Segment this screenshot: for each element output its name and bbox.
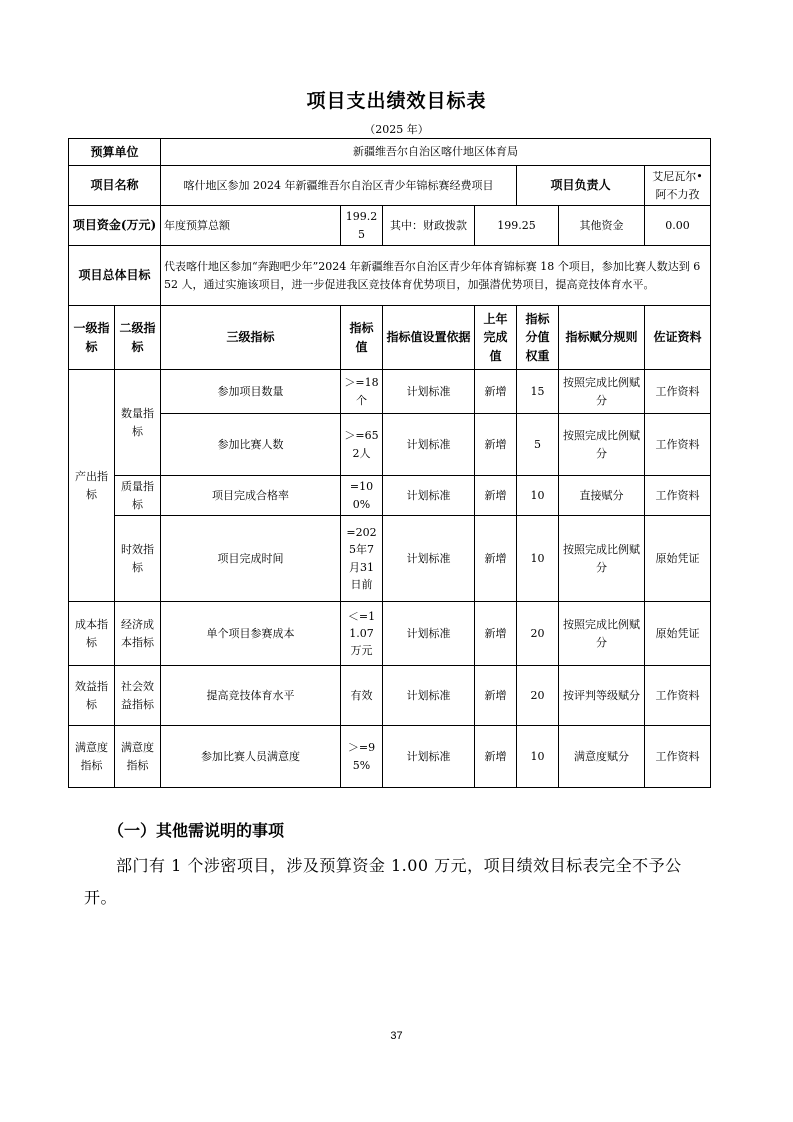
evidence-cell: 工作资料: [645, 666, 711, 726]
performance-table: [68, 138, 711, 788]
header-evidence: 佐证资料: [645, 306, 711, 370]
basis-cell: 计划标准: [383, 516, 475, 602]
rule-cell: 直接赋分: [559, 476, 645, 516]
weight-cell: 10: [517, 476, 559, 516]
weight-cell: 15: [517, 370, 559, 414]
header-value: 指标值: [341, 306, 383, 370]
project-name-row: [69, 166, 711, 206]
other-value: 0.00: [645, 206, 711, 246]
goal-value: 代表喀什地区参加“奔跑吧少年”2024 年新疆维吾尔自治区青少年体育锦标赛 18 个项目，参加比赛人数达到 652 人，通过实施该项目，进一步促进我区竞技体育优势项目，加强潜优势项目，提高竞技体育水平。: [161, 246, 711, 306]
weight-cell: 10: [517, 516, 559, 602]
header-basis: 指标值设置依据: [383, 306, 475, 370]
last-cell: 新增: [475, 726, 517, 788]
weight-cell: 10: [517, 726, 559, 788]
value-cell: ＜=11.07万元: [341, 602, 383, 666]
basis-cell: 计划标准: [383, 602, 475, 666]
year-label: （2025 年）: [364, 123, 429, 136]
header-level2: 二级指标: [115, 306, 161, 370]
basis-cell: 计划标准: [383, 370, 475, 414]
rule-cell: 按照完成比例赋分: [559, 414, 645, 476]
fiscal-label: 其中：财政拨款: [383, 206, 475, 246]
weight-cell: 20: [517, 602, 559, 666]
last-cell: 新增: [475, 516, 517, 602]
group-satisfaction-2: 满意度指标: [115, 726, 161, 788]
funds-row: [69, 206, 711, 246]
basis-cell: 计划标准: [383, 726, 475, 788]
rule-cell: 按照完成比例赋分: [559, 370, 645, 414]
last-cell: 新增: [475, 602, 517, 666]
evidence-cell: 工作资料: [645, 414, 711, 476]
basis-cell: 计划标准: [383, 476, 475, 516]
project-name-value: 喀什地区参加 2024 年新疆维吾尔自治区青少年锦标赛经费项目: [161, 166, 517, 206]
table-row: [69, 476, 711, 516]
group-quantity: 数量指标: [115, 370, 161, 476]
indicator-cell: 项目完成合格率: [161, 476, 341, 516]
person-label: 项目负责人: [517, 166, 645, 206]
rule-cell: 按照完成比例赋分: [559, 516, 645, 602]
indicator-cell: 单个项目参赛成本: [161, 602, 341, 666]
budget-unit-label: 预算单位: [69, 139, 161, 166]
group-benefit: 效益指标: [69, 666, 115, 726]
table-row: [69, 370, 711, 414]
evidence-cell: 原始凭证: [645, 602, 711, 666]
page-title: 项目支出绩效目标表: [306, 90, 487, 112]
group-quality: 质量指标: [115, 476, 161, 516]
header-weight: 指标分值权重: [517, 306, 559, 370]
section-heading: （一）其他需说明的事项: [108, 821, 285, 840]
header-rule: 指标赋分规则: [559, 306, 645, 370]
page-number: 37: [390, 1030, 403, 1042]
rule-cell: 按照完成比例赋分: [559, 602, 645, 666]
indicator-cell: 提高竞技体育水平: [161, 666, 341, 726]
other-label: 其他资金: [559, 206, 645, 246]
weight-cell: 20: [517, 666, 559, 726]
goal-label: 项目总体目标: [69, 246, 161, 306]
table-row: [69, 666, 711, 726]
person-value: 艾尼瓦尔•阿不力孜: [645, 166, 711, 206]
budget-unit-value: 新疆维吾尔自治区喀什地区体育局: [161, 139, 711, 166]
rule-cell: 按评判等级赋分: [559, 666, 645, 726]
evidence-cell: 工作资料: [645, 476, 711, 516]
project-name-label: 项目名称: [69, 166, 161, 206]
annual-budget-value: 199.25: [341, 206, 383, 246]
indicator-cell: 项目完成时间: [161, 516, 341, 602]
group-output: 产出指标: [69, 370, 115, 602]
group-timeliness: 时效指标: [115, 516, 161, 602]
evidence-cell: 原始凭证: [645, 516, 711, 602]
last-cell: 新增: [475, 370, 517, 414]
basis-cell: 计划标准: [383, 414, 475, 476]
body-paragraph: 部门有 1 个涉密项目，涉及预算资金 1.00 万元，项目绩效目标表完全不予公开。: [84, 856, 682, 907]
last-cell: 新增: [475, 414, 517, 476]
basis-cell: 计划标准: [383, 666, 475, 726]
funds-label: 项目资金(万元): [69, 206, 161, 246]
evidence-cell: 工作资料: [645, 370, 711, 414]
table-row: [69, 602, 711, 666]
weight-cell: 5: [517, 414, 559, 476]
evidence-cell: 工作资料: [645, 726, 711, 788]
header-row: [69, 306, 711, 370]
last-cell: 新增: [475, 666, 517, 726]
value-cell: ＞=18个: [341, 370, 383, 414]
table-row: [69, 516, 711, 602]
budget-unit-row: [69, 139, 711, 166]
indicator-cell: 参加比赛人员满意度: [161, 726, 341, 788]
group-social-benefit: 社会效益指标: [115, 666, 161, 726]
rule-cell: 满意度赋分: [559, 726, 645, 788]
header-level3: 三级指标: [161, 306, 341, 370]
header-level1: 一级指标: [69, 306, 115, 370]
group-satisfaction: 满意度指标: [69, 726, 115, 788]
group-economic-cost: 经济成本指标: [115, 602, 161, 666]
value-cell: ＞=95%: [341, 726, 383, 788]
table-row: [69, 726, 711, 788]
fiscal-value: 199.25: [475, 206, 559, 246]
value-cell: =2025年7月31日前: [341, 516, 383, 602]
goal-row: [69, 246, 711, 306]
annual-budget-label: 年度预算总额: [161, 206, 341, 246]
value-cell: =100%: [341, 476, 383, 516]
header-last-year: 上年完成值: [475, 306, 517, 370]
indicator-cell: 参加比赛人数: [161, 414, 341, 476]
table-row: [69, 414, 711, 476]
value-cell: 有效: [341, 666, 383, 726]
group-cost: 成本指标: [69, 602, 115, 666]
indicator-cell: 参加项目数量: [161, 370, 341, 414]
value-cell: ＞=652人: [341, 414, 383, 476]
last-cell: 新增: [475, 476, 517, 516]
